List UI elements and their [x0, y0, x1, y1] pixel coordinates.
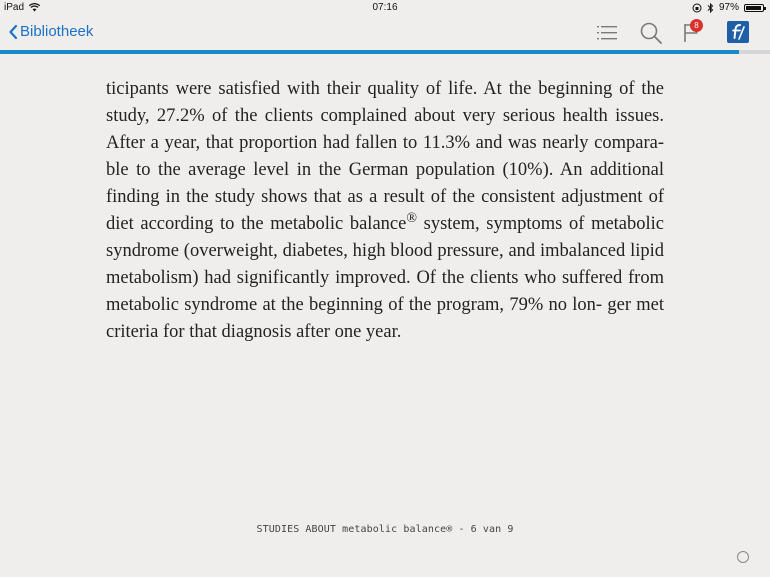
- battery-tip: [764, 7, 766, 10]
- bluetooth-icon: [707, 3, 714, 13]
- status-right: [692, 2, 764, 13]
- back-button[interactable]: [8, 23, 93, 40]
- chevron-left-icon: [8, 24, 18, 40]
- battery-icon: [744, 4, 764, 12]
- reading-progress-bar: [0, 50, 770, 54]
- search-icon[interactable]: [640, 22, 662, 44]
- reading-progress-fill: [0, 50, 739, 54]
- body-text-after-mark: system, symptoms of metabolic syndrome (overweight, diabetes, high blood pressure, and imbalanced lipid metabolism) had significantly improved. Of the clients who suffered from metabolic syndrome at the beginning of the program, 79% no lon- ger met criteria for that diagnosis after one year.: [106, 214, 665, 342]
- status-time: 07:16: [372, 2, 398, 13]
- assistive-touch-icon[interactable]: [737, 551, 749, 563]
- orientation-lock-icon: [692, 3, 702, 13]
- device-label: iPad: [4, 2, 25, 13]
- battery-percentage: 97%: [718, 2, 739, 13]
- book-page-content: [106, 76, 664, 346]
- registered-mark: ®: [406, 210, 417, 226]
- back-label: Bibliotheek: [20, 23, 94, 40]
- app-logo-icon[interactable]: [727, 21, 749, 43]
- notification-badge: 8: [690, 19, 703, 32]
- status-bar: [0, 0, 770, 16]
- list-icon[interactable]: [597, 25, 617, 41]
- nav-bar: [0, 16, 770, 50]
- battery-fill: [746, 6, 761, 10]
- page-footer: STUDIES ABOUT metabolic balance® - 6 van 9: [256, 524, 514, 535]
- body-text-before-mark: ticipants were satisfied with their quality of life. At the beginning of the study, 27.2% of the clients complained about very serious health issues. After a year, that proportion had fallen to 11.3% and was nearly compara- ble to the average level in the German population (10%). An additional finding in the study shows that as a result of the consistent adjustment of diet according to the metabolic balance: [106, 79, 664, 234]
- body-paragraph: [106, 76, 664, 346]
